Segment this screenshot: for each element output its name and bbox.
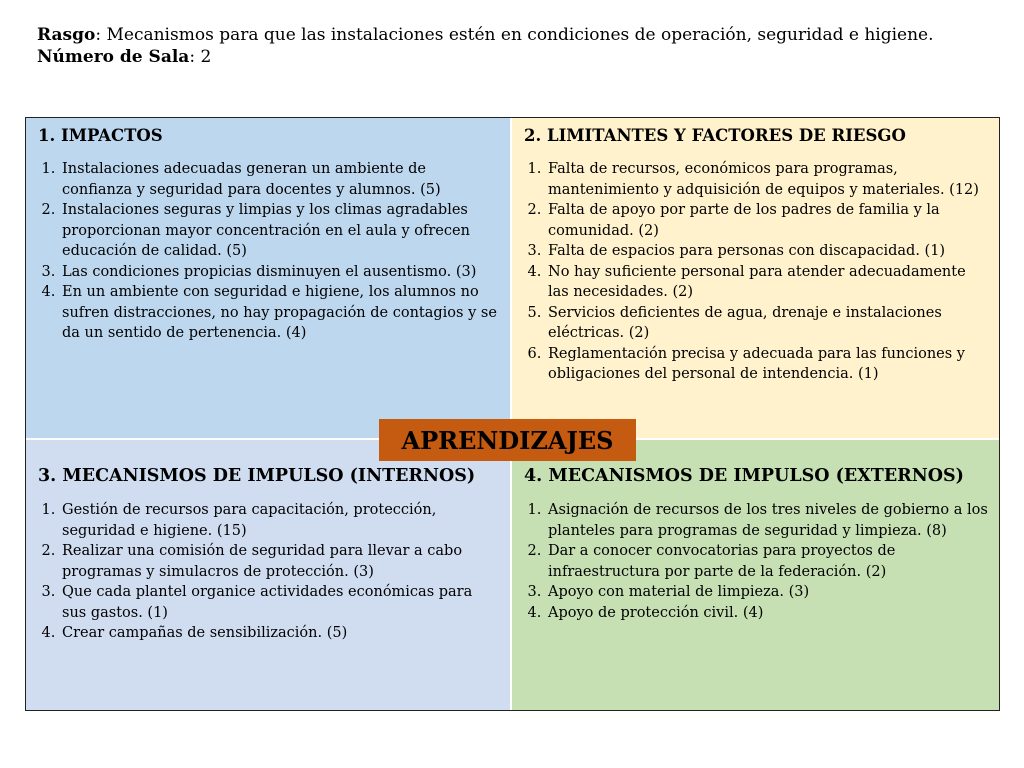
quadrant-title: 1. IMPACTOS [38,126,163,145]
list-item: 4. No hay suficiente personal para atender adecuadamente las necesidades. (2) [546,262,989,303]
list-item: 4. Apoyo de protección civil. (4) [546,603,989,624]
sala-label: Número de Sala [37,47,190,67]
list-item: 1. Gestión de recursos para capacitación, protección, seguridad e higiene. (15) [60,500,500,541]
aprendizajes-badge: APRENDIZAJES [379,419,636,461]
page-header [37,24,1007,68]
quadrant-mecanismos-externos [512,440,999,710]
list-item: 1. Asignación de recursos de los tres niveles de gobierno a los planteles para programas de seguridad y limpieza. (8) [546,500,989,541]
list-item: 2. Dar a conocer convocatorias para proyectos de infraestructura por parte de la federación. (2) [546,541,989,582]
quadrant-mecanismos-internos [26,440,512,710]
quadrant-list [36,500,500,644]
list-item: 4. Crear campañas de sensibilización. (5) [60,623,500,644]
quadrant-list [522,500,989,623]
sala-line [37,46,1007,68]
list-item: 4. En un ambiente con seguridad e higiene, los alumnos no sufren distracciones, no hay propagación de contagios y se da un sentido de pertenencia. (4) [60,282,500,344]
rasgo-text: : Mecanismos para que las instalaciones estén en condiciones de operación, seguridad e higiene. [95,25,934,45]
list-item: 2. Falta de apoyo por parte de los padres de familia y la comunidad. (2) [546,200,989,241]
quadrant-title: 4. MECANISMOS DE IMPULSO (EXTERNOS) [524,466,964,486]
quadrant-list [36,159,500,344]
list-item: 1. Instalaciones adecuadas generan un ambiente de confianza y seguridad para docentes y alumnos. (5) [60,159,500,200]
list-item: 6. Reglamentación precisa y adecuada para las funciones y obligaciones del personal de intendencia. (1) [546,344,989,385]
quadrant-title: 2. LIMITANTES Y FACTORES DE RIESGO [524,126,906,145]
sala-text: : 2 [189,47,212,67]
rasgo-label: Rasgo [37,25,96,45]
list-item: 3. Apoyo con material de limpieza. (3) [546,582,989,603]
list-item: 3. Que cada plantel organice actividades económicas para sus gastos. (1) [60,582,500,623]
rasgo-line [37,24,1007,46]
quadrant-impactos [26,118,512,440]
list-item: 2. Instalaciones seguras y limpias y los climas agradables proporcionan mayor concentración en el aula y ofrecen educación de calidad. (5) [60,200,500,262]
list-item: 5. Servicios deficientes de agua, drenaje e instalaciones eléctricas. (2) [546,303,989,344]
quadrant-limitantes [512,118,999,440]
quadrant-list [522,159,989,385]
list-item: 2. Realizar una comisión de seguridad para llevar a cabo programas y simulacros de protección. (3) [60,541,500,582]
list-item: 3. Falta de espacios para personas con discapacidad. (1) [546,241,989,262]
list-item: 1. Falta de recursos, económicos para programas, mantenimiento y adquisición de equipos y materiales. (12) [546,159,989,200]
quadrant-title: 3. MECANISMOS DE IMPULSO (INTERNOS) [38,466,476,486]
list-item: 3. Las condiciones propicias disminuyen el ausentismo. (3) [60,262,500,283]
quadrant-grid [25,117,1000,711]
